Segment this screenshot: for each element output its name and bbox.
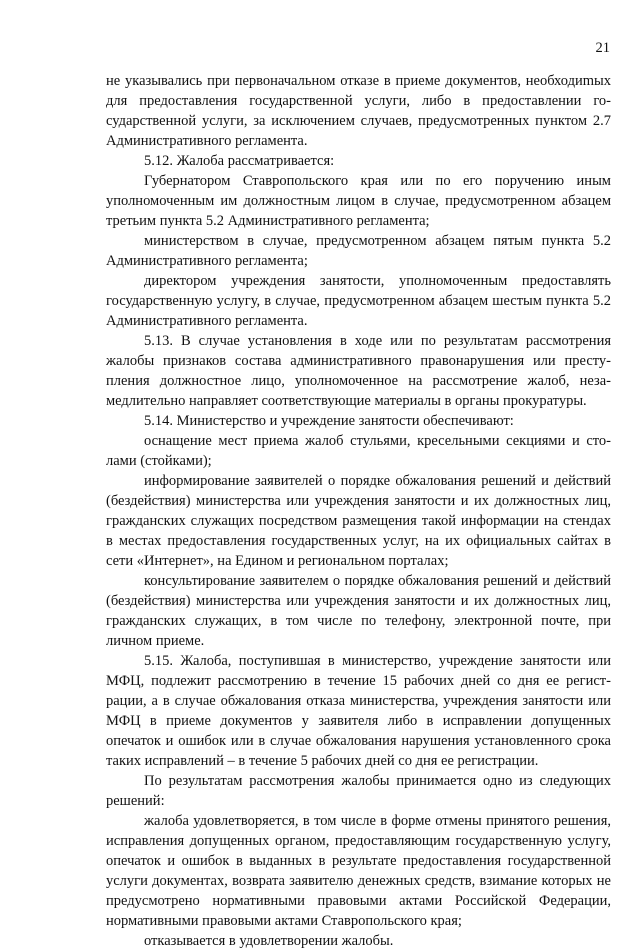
page-number: 21 [595,40,610,56]
paragraph-12: По результатам рассмотрения жалобы принимается одно из следующих решений: [106,773,611,809]
paragraph-11: 5.15. Жалоба, поступившая в министерство, учреждение занятости или МФЦ, подлежит рассмотрению в течение 15 рабочих дней со дня ее регистрации, а в случае обжалования отказа министерства, учреждения занятости или МФЦ в приеме документов у заявителя либо в исправлении допущенных опечаток и ошибок или в случае обжалования нарушения установленного срока таких исправлений – в течение 5 рабочих дней со дня ее регистрации. [106,653,611,769]
paragraph-14: отказывается в удовлетворении жалобы. [144,933,394,949]
paragraph-1: не указывались при первоначальном отказе в приеме документов, необходиmых для предоставления государственной услуги, либо в предоставлении государственной услуги, за исключением случаев, предусмотренных пунктом 2.7 Административного регламента. [106,73,611,149]
paragraph-3: Губернатором Ставропольского края или по его поручению иным уполномоченным им должностным лицом в случае, предусмотренном абзацем третьим пункта 5.2 Административного регламента; [106,173,611,229]
paragraph-10: консультирование заявителем о порядке обжалования решений и действий (бездействия) министерства или учреждения занятости и их должностных лиц, гражданских служащих, в том числе по телефону, электронной почте, при личном приеме. [106,573,611,649]
paragraph-7: 5.14. Министерство и учреждение занятости обеспечивают: [144,413,514,429]
paragraph-5: директором учреждения занятости, уполномоченным предоставлять государственную услугу, в случае, предусмотренном абзацем шестым пункта 5.2 Административного регламента. [106,273,611,329]
document-body [106,71,611,951]
paragraph-8: оснащение мест приема жалоб стульями, кресельными секциями и столами (стойками); [106,433,611,469]
paragraph-9: информирование заявителей о порядке обжалования решений и действий (бездействия) министерства или учреждения занятости и их должностных лиц, гражданских служащих посредством размещения такой информации на стендах в местах предоставления государственных услуг, на их официальных сайтах в сети «Интернет», на Едином и региональном порталах; [106,473,611,569]
paragraph-6: 5.13. В случае установления в ходе или по результатам рассмотрения жалобы признаков состава административного правонарушения или преступления должностное лицо, уполномоченное на рассмотрение жалоб, незамедлительно направляет соответствующие материалы в органы прокуратуры. [106,333,611,409]
paragraph-4: министерством в случае, предусмотренном абзацем пятым пункта 5.2 Административного регламента; [106,233,611,269]
paragraph-2: 5.12. Жалоба рассматривается: [144,153,335,169]
paragraph-13: жалоба удовлетворяется, в том числе в форме отмены принятого решения, исправления допущенных органом, предоставляющим государственную услугу, опечаток и ошибок в выданных в результате предоставления государственной услуги документах, возврата заявителю денежных средств, взимание которых не предусмотрено нормативными правовыми актами Российской Федерации, нормативными правовыми актами Ставропольского края; [106,813,611,929]
